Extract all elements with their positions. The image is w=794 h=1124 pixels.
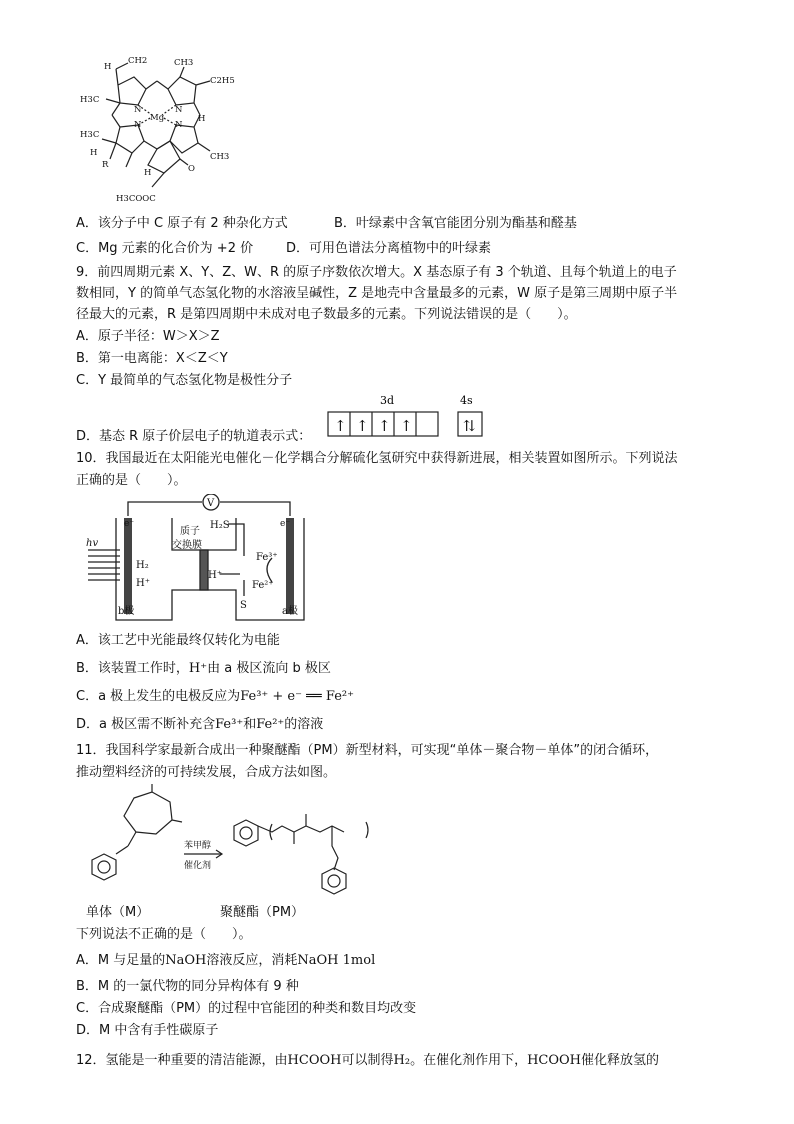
q11-option-b: B．M 的一氯代物的同分异构体有 9 种	[76, 979, 299, 994]
electron-label: e⁻	[124, 519, 135, 529]
hplus-label: H⁺	[208, 570, 222, 581]
h2-label: H₂	[136, 560, 149, 571]
atom-label: N	[134, 120, 142, 130]
option-text: B．该装置工作时，	[76, 661, 189, 676]
q9-option-b: B．第一电离能：X＜Z＜Y	[76, 351, 228, 366]
q8-option-a: A．该分子中 C 原子有 2 种杂化方式	[76, 216, 288, 231]
q10-stem-line-2: 正确的是（ ）。	[76, 473, 187, 488]
atom-label: H3C	[80, 95, 100, 105]
option-text: A．M 与足量的	[76, 953, 166, 968]
option-text: C．a 极上发生的电极反应为	[76, 689, 241, 704]
atom-label: CH2	[128, 56, 148, 66]
q10-option-c	[76, 688, 354, 706]
membrane-label: 质子	[180, 526, 200, 537]
catalyst-label: 催化剂	[184, 861, 212, 871]
q12-stem	[76, 1052, 659, 1070]
atom-label: H	[144, 168, 152, 178]
stem-text: 可以制得	[341, 1053, 394, 1068]
atom-label: R	[102, 160, 109, 170]
chlorophyll-structure-figure	[76, 55, 256, 207]
atom-label: H	[104, 62, 112, 72]
a-pole-label: a极	[282, 606, 298, 617]
q8-option-c: C．Mg 元素的化合价为 +2 价	[76, 241, 254, 256]
atom-label: N	[134, 105, 142, 115]
electron-label: e⁻	[280, 519, 291, 529]
reagent-label: 苯甲醇	[184, 841, 212, 851]
polymer-synthesis-scheme	[76, 784, 416, 902]
q8-option-d: D．可用色谱法分离植物中的叶绿素	[286, 241, 492, 256]
up-arrow-icon: ↑	[400, 417, 413, 435]
atom-label: Mg	[150, 113, 165, 123]
q9-stem-line-3: 径最大的元素，R 是第四周期中未成对电子数最多的元素。下列说法错误的是（ ）。	[76, 307, 577, 322]
stem-text: 。在催化剂作用下，	[410, 1053, 528, 1068]
orbital-label-3d: 3d	[380, 394, 395, 407]
atom-label: CH3	[210, 152, 230, 162]
formula-hcooh: HCOOH	[527, 1053, 582, 1068]
ion-formula: Fe²⁺	[256, 717, 285, 732]
formula-hcooh: HCOOH	[287, 1053, 342, 1068]
q10-option-a: A．该工艺中光能最终仅转化为电能	[76, 633, 280, 648]
up-arrow-icon: ↑	[334, 417, 347, 435]
monomer-label: 单体（M）	[86, 905, 150, 920]
atom-label: N	[175, 120, 183, 130]
q11-stem-line-2: 推动塑料经济的可持续发展，合成方法如图。	[76, 765, 337, 780]
up-arrow-icon: ↑	[356, 417, 369, 435]
orbital-label-4s: 4s	[460, 394, 473, 407]
atom-label: H	[198, 114, 206, 124]
formula-h2: H₂	[393, 1053, 411, 1068]
membrane-label: 交换膜	[172, 540, 202, 551]
light-label: hv	[86, 538, 99, 549]
option-text: 和	[243, 717, 257, 732]
atom-label: CH3	[174, 58, 194, 68]
q9-option-c: C．Y 最简单的气态氢化物是极性分子	[76, 373, 293, 388]
ion-formula: Fe³⁺	[215, 717, 244, 732]
q9-option-d: D．基态 R 原子价层电子的轨道表示式：	[76, 429, 312, 444]
option-text: 溶液反应，消耗	[206, 953, 298, 968]
atom-label: H3COOC	[116, 194, 156, 204]
atom-label: C2H5	[210, 76, 235, 86]
atom-label: N	[175, 105, 183, 115]
atom-label: H	[90, 148, 98, 158]
voltmeter-icon: V	[207, 498, 215, 509]
option-text: D．a 极区需不断补充含	[76, 717, 216, 732]
sulfur-label: S	[240, 600, 247, 611]
q10-stem-line-1: 10．我国最近在太阳能光电催化－化学耦合分解硫化氢研究中获得新进展，相关装置如图所示。下列说法	[76, 451, 678, 466]
option-text: 的溶液	[284, 717, 324, 732]
q8-option-b: B．叶绿素中含氧官能团分别为酯基和醛基	[334, 216, 577, 231]
q11-option-c: C．合成聚醚酯（PM）的过程中官能团的种类和数目均改变	[76, 1001, 417, 1016]
q9-option-a: A．原子半径：W＞X＞Z	[76, 329, 220, 344]
h2s-label: H₂S	[210, 520, 230, 531]
b-pole-label: b极	[118, 606, 135, 617]
q9-stem-line-1: 9．前四周期元素 X、Y、Z、W、R 的原子序数依次增大。X 基态原子有 3 个轨道、且每个轨道上的电子	[76, 265, 677, 280]
formula-naoh: NaOH	[165, 953, 207, 968]
polymer-label: 聚醚酯（PM）	[220, 905, 305, 920]
q9-stem-line-2: 数相同，Y 的简单气态氢化物的水溶液呈碱性，Z 是地壳中含量最多的元素，W 原子是第三周期中原子半	[76, 286, 678, 301]
hplus-label: H⁺	[136, 578, 150, 589]
fe3-label: Fe³⁺	[256, 552, 278, 563]
fe2-label: Fe²⁺	[252, 580, 274, 591]
ion-formula: H⁺	[188, 661, 208, 676]
stem-text: 催化释放氢的	[581, 1053, 660, 1068]
up-down-arrow-icon: ⇅	[463, 417, 476, 435]
q11-option-d: D．M 中含有手性碳原子	[76, 1023, 219, 1038]
q11-question: 下列说法不正确的是（ ）。	[76, 927, 252, 942]
stem-text: 12．氢能是一种重要的清洁能源，由	[76, 1053, 288, 1068]
option-text: 由 a 极区流向 b 极区	[207, 661, 331, 676]
q10-option-d	[76, 716, 323, 734]
electrolysis-device-figure	[76, 494, 312, 626]
q11-stem-line-1: 11．我国科学家最新合成出一种聚醚酯（PM）新型材料，可实现“单体－聚合物－单体”的闭合循环，	[76, 743, 659, 758]
reaction-equation: Fe³⁺ + e⁻ ══ Fe²⁺	[240, 689, 354, 704]
orbital-diagram	[326, 392, 496, 442]
q11-option-a	[76, 952, 375, 970]
formula-naoh: NaOH 1mol	[297, 953, 376, 968]
up-arrow-icon: ↑	[378, 417, 391, 435]
atom-label: H3C	[80, 130, 100, 140]
q10-option-b	[76, 660, 331, 678]
atom-label: O	[188, 164, 195, 174]
